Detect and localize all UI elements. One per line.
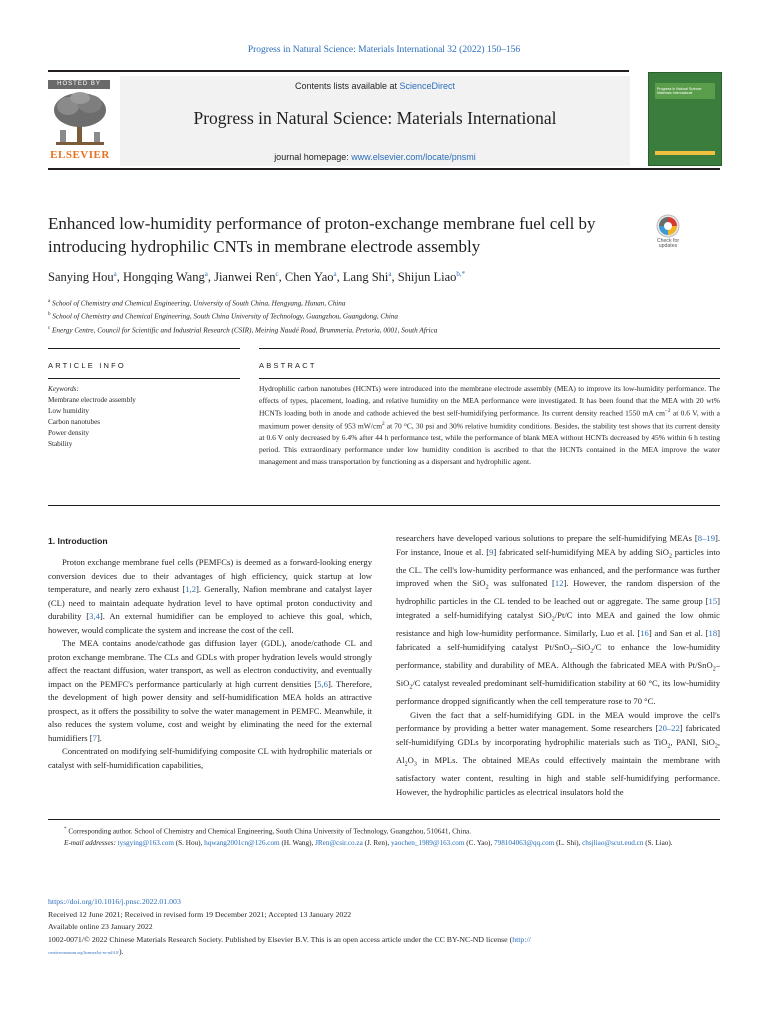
reference-link[interactable]: 20–22 — [658, 723, 680, 734]
reference-link[interactable]: 15 — [708, 596, 718, 607]
affiliations — [48, 296, 688, 336]
header-rule-bottom — [48, 168, 720, 170]
reference-link[interactable]: 9 — [489, 546, 494, 557]
footnote-divider — [48, 819, 720, 820]
license-statement: 1002-0071/© 2022 Chinese Materials Research Society. Published by Elsevier B.V. This is an open access article under the CC BY-NC-ND license (http:// creativecommons.org/licenses/by-nc-nd/4.0/). — [48, 934, 531, 956]
journal-title: Progress in Natural Science: Materials International — [193, 108, 557, 128]
keyword: Power density — [48, 429, 89, 437]
check-for-updates-button[interactable] — [648, 214, 688, 258]
email-link[interactable]: 798104063@qq.com — [494, 839, 555, 848]
homepage-line: journal homepage: www.elsevier.com/locate/pnsmi — [274, 152, 476, 162]
author-affiliation-mark[interactable]: c — [275, 270, 279, 278]
header-rule — [48, 70, 629, 72]
received-dates: Received 12 June 2021; Received in revised form 19 December 2021; Accepted 13 January 2022 — [48, 909, 352, 919]
email-link[interactable]: JRen@csir.co.za — [315, 839, 363, 848]
footnotes — [48, 824, 720, 849]
reference-link[interactable]: 7 — [92, 732, 97, 743]
corresponding-author-note: * Corresponding author. School of Chemistry and Chemical Engineering, South China University of Technology, Guangzhou, 510641, China. — [64, 827, 472, 836]
doi-link[interactable]: https://doi.org/10.1016/j.pnsc.2022.01.003 — [48, 897, 181, 906]
affiliation: $^b$ School of Chemistry and Chemical Engineering, South China University of Technology, Guangzhou, Guangdong, China — [48, 312, 399, 321]
keyword: Membrane electrode assembly — [48, 396, 136, 404]
keyword: Carbon nanotubes — [48, 418, 101, 426]
article-info-heading: ARTICLE INFO — [48, 361, 126, 370]
divider — [259, 348, 720, 349]
paper-title: Enhanced low-humidity performance of proton-exchange membrane fuel cell by introducing hydrophilic CNTs in membrane electrode assembly — [48, 214, 596, 256]
paragraph: Concentrated on modifying self-humidifying composite CL with hydrophilic materials or catalyst with self-humidification capabilities, — [48, 746, 372, 770]
journal-homepage-link[interactable]: www.elsevier.com/locate/pnsmi — [351, 152, 476, 162]
author[interactable]: Sanying Hou — [48, 270, 114, 285]
keyword: Low humidity — [48, 407, 89, 415]
cover-title: Progress in Natural Science Materials International — [657, 87, 702, 95]
abstract-heading: ABSTRACT — [259, 361, 317, 370]
paragraph: Given the fact that a self-humidifying GDL in the MEA would improve the cell's performance by providing a better water management. Some researchers [20–22] fabricated self-humidifying GDLs by incorporating hydrophilic materials such as TiO$_2$, PANI, SiO$_2$, $Al_2O_3$ in MPLs. The obtained MEAs could effectively maintain the membrane with satisfactory water content, resulting in high and stable self-humidifying performance. However, the hydrophilic particles as electrical insulators hold the — [396, 709, 720, 797]
reference-link[interactable]: 16 — [640, 628, 649, 639]
reference-link[interactable]: 1,2 — [185, 584, 196, 594]
crossmark-icon — [656, 214, 680, 238]
author[interactable]: Lang Shi — [342, 270, 389, 285]
divider — [48, 505, 720, 506]
paragraph: The MEA contains anode/cathode gas diffusion layer (GDL), anode/cathode CL and proton exchange membrane. The CLs and GDLs with proper hydration levels would strongly affect the reactant diffusion, water transport, as well as electron conductivity, and eventually impact on the PEMFC's performance particularly at high current densities [5,6]. Therefore, the development of high power density and self-humidification MEA holds an attractive prospect, as it offers the possibility to solve the water management in PEMFC. Meanwhile, it also reduces the system volume, cost and weight by eliminating the need for the external humidifiers [7]. — [48, 638, 372, 743]
author-affiliation-mark[interactable]: a — [388, 270, 392, 278]
keywords-list — [48, 384, 240, 450]
email-addresses: E-mail addresses: tysgying@163.com (S. Hou), hqwang2001cn@126.com (H. Wang), JRen@csir.co.za (J. Ren), yaochen_1989@163.com (C. Yao), 798104063@qq.com (L. Shi), chsjliao@scut.eud.cn (S. Liao). — [64, 839, 673, 848]
keyword: Stability — [48, 440, 73, 448]
section-heading-introduction: 1. Introduction — [48, 536, 108, 546]
keywords-label: Keywords: — [48, 385, 79, 393]
divider — [259, 378, 720, 379]
author-affiliation-mark[interactable]: a — [204, 270, 208, 278]
email-link[interactable]: yaochen_1989@163.com — [390, 839, 465, 848]
journal-citation-link[interactable]: Progress in Natural Science: Materials International 32 (2022) 150–156 — [247, 45, 521, 55]
cover-stripe — [655, 151, 715, 155]
sciencedirect-link[interactable]: ScienceDirect — [399, 81, 456, 91]
license-link[interactable]: http:// — [512, 934, 531, 944]
email-link[interactable]: tysgying@163.com — [117, 839, 174, 848]
body-column-left — [48, 556, 372, 772]
reference-link[interactable]: 18 — [708, 628, 718, 639]
author[interactable]: Hongqing Wang — [122, 270, 205, 285]
paragraph: researchers have developed various solutions to prepare the self-humidifying MEAs [8–19]. For instance, Inoue et al. [9] fabricated self-humidifying MEA by adding SiO$_2$ particles into the CL. The cell's low-humidity performance was enhanced, and the performance was further improved when the SiO$_2$ was sulfonated [12]. However, the random dispersion of the hydrophilic particles in the CL tended to be leached out or aggregate. The same group [15] integrated a self-humidifying catalyst SiO$_2$/Pt/C into MEA and gained the low ohmic resistance and high low-humidity performance. Similarly, Luo et al. [16] and San et al. [18] fabricated a self-humidifying catalyst Pt/SnO$_2$–SiO$_2$/C to enhance the low-humidity performance, stability and durability of MEA. Although the fabricated MEA with Pt/SnO$_2$–SiO$_2$/C catalyst revealed predominant self-humidification stability at 60 °C, its low-humidity performance dropped significantly when the cell temperature rose to 70 °C. — [396, 533, 721, 707]
reference-link[interactable]: 5,6 — [317, 678, 328, 689]
body-column-right — [396, 532, 720, 799]
reference-link[interactable]: 8–19 — [697, 533, 715, 543]
reference-link[interactable]: 3,4 — [89, 611, 100, 621]
crossmark-label: Check for updates — [656, 238, 680, 250]
journal-header — [120, 76, 630, 166]
journal-cover-image[interactable] — [648, 72, 722, 166]
abstract-text: Hydrophilic carbon nanotubes (HCNTs) were introduced into the membrane electrode assembly (MEA) to improve its low-humidity performance. The effects of types, placement, loading, and relative humidity on the MEA performance were investigated. It has been found that the MEA with 20 wt% HCNTs loading both in anode and cathode achieved the best self-humidifying performance. Its current density reached 1550 mA $cm^{-2}$ at 0.6 V, with a maximum power density of 953 $mW/cm^2$ at 70 °C, 30 psi and 30% relative humidity conditions. Besides, the stability test shows that its current density at 0.6 V only decreased by 6.4% after 44 h performance test, while the performance of blank MEA without HCNTs decreased by 45% within 6 h testing period. This extraordinary performance under low humidity condition is ascribed to that the HCNTs contained in the MEA improve the water management and mass transportation by functioning as a dispersant and hydrophilic agent. — [259, 384, 720, 466]
hosted-by-label: HOSTED BY — [48, 80, 110, 89]
publisher-name: ELSEVIER — [50, 149, 110, 161]
author-affiliation-mark[interactable]: a — [113, 270, 117, 278]
affiliation: $^a$ School of Chemistry and Chemical Engineering, University of South China, Hengyang, Hunan, China — [48, 299, 346, 308]
author-list: Sanying Hou$^a$, Hongqing Wang$^a$, Jianwei Ren$^c$, Chen Yao$^a$, Lang Shi$^a$, Shijun Liao$^{b,*}$ — [48, 270, 466, 285]
divider — [48, 378, 240, 379]
paragraph: Proton exchange membrane fuel cells (PEMFCs) is deemed as a forward-looking energy conversion devices due to their advantages of high efficiency, quick startup at low temperature, and nearly zero exhaust [1,2]. Generally, Nafion membrane and catalyst layer (CL) need to maintain adequate hydration level to have optimal proton conductivity and durability [3,4]. An external humidifier can be employed to achieve this goal, which, however, would complicate the system and increase the cost of the cell. — [48, 557, 372, 635]
author-affiliation-mark[interactable]: b,* — [456, 270, 466, 278]
author[interactable]: Jianwei Ren — [214, 270, 276, 285]
contents-line: Contents lists available at ScienceDirect — [294, 81, 456, 91]
reference-link[interactable]: 12 — [554, 578, 564, 589]
available-online-date: Available online 23 January 2022 — [48, 922, 153, 931]
affiliation: $^c$ Energy Centre, Council for Scientific and Industrial Research (CSIR), Meiring Naudé Road, Brummeria, Pretoria, 0001, South Africa — [48, 325, 438, 335]
email-link[interactable]: chsjliao@scut.eud.cn — [582, 839, 644, 848]
elsevier-logo[interactable] — [48, 80, 112, 166]
email-link[interactable]: hqwang2001cn@126.com — [204, 839, 280, 848]
article-metadata — [48, 896, 720, 960]
elsevier-tree-icon — [50, 90, 110, 148]
divider — [48, 348, 240, 349]
license-link[interactable]: creativecommons.org/licenses/by-nc-nd/4.0/ — [48, 950, 120, 955]
author-affiliation-mark[interactable]: a — [333, 270, 337, 278]
author[interactable]: Chen Yao — [284, 270, 334, 285]
author[interactable]: Shijun Liao — [397, 270, 457, 285]
